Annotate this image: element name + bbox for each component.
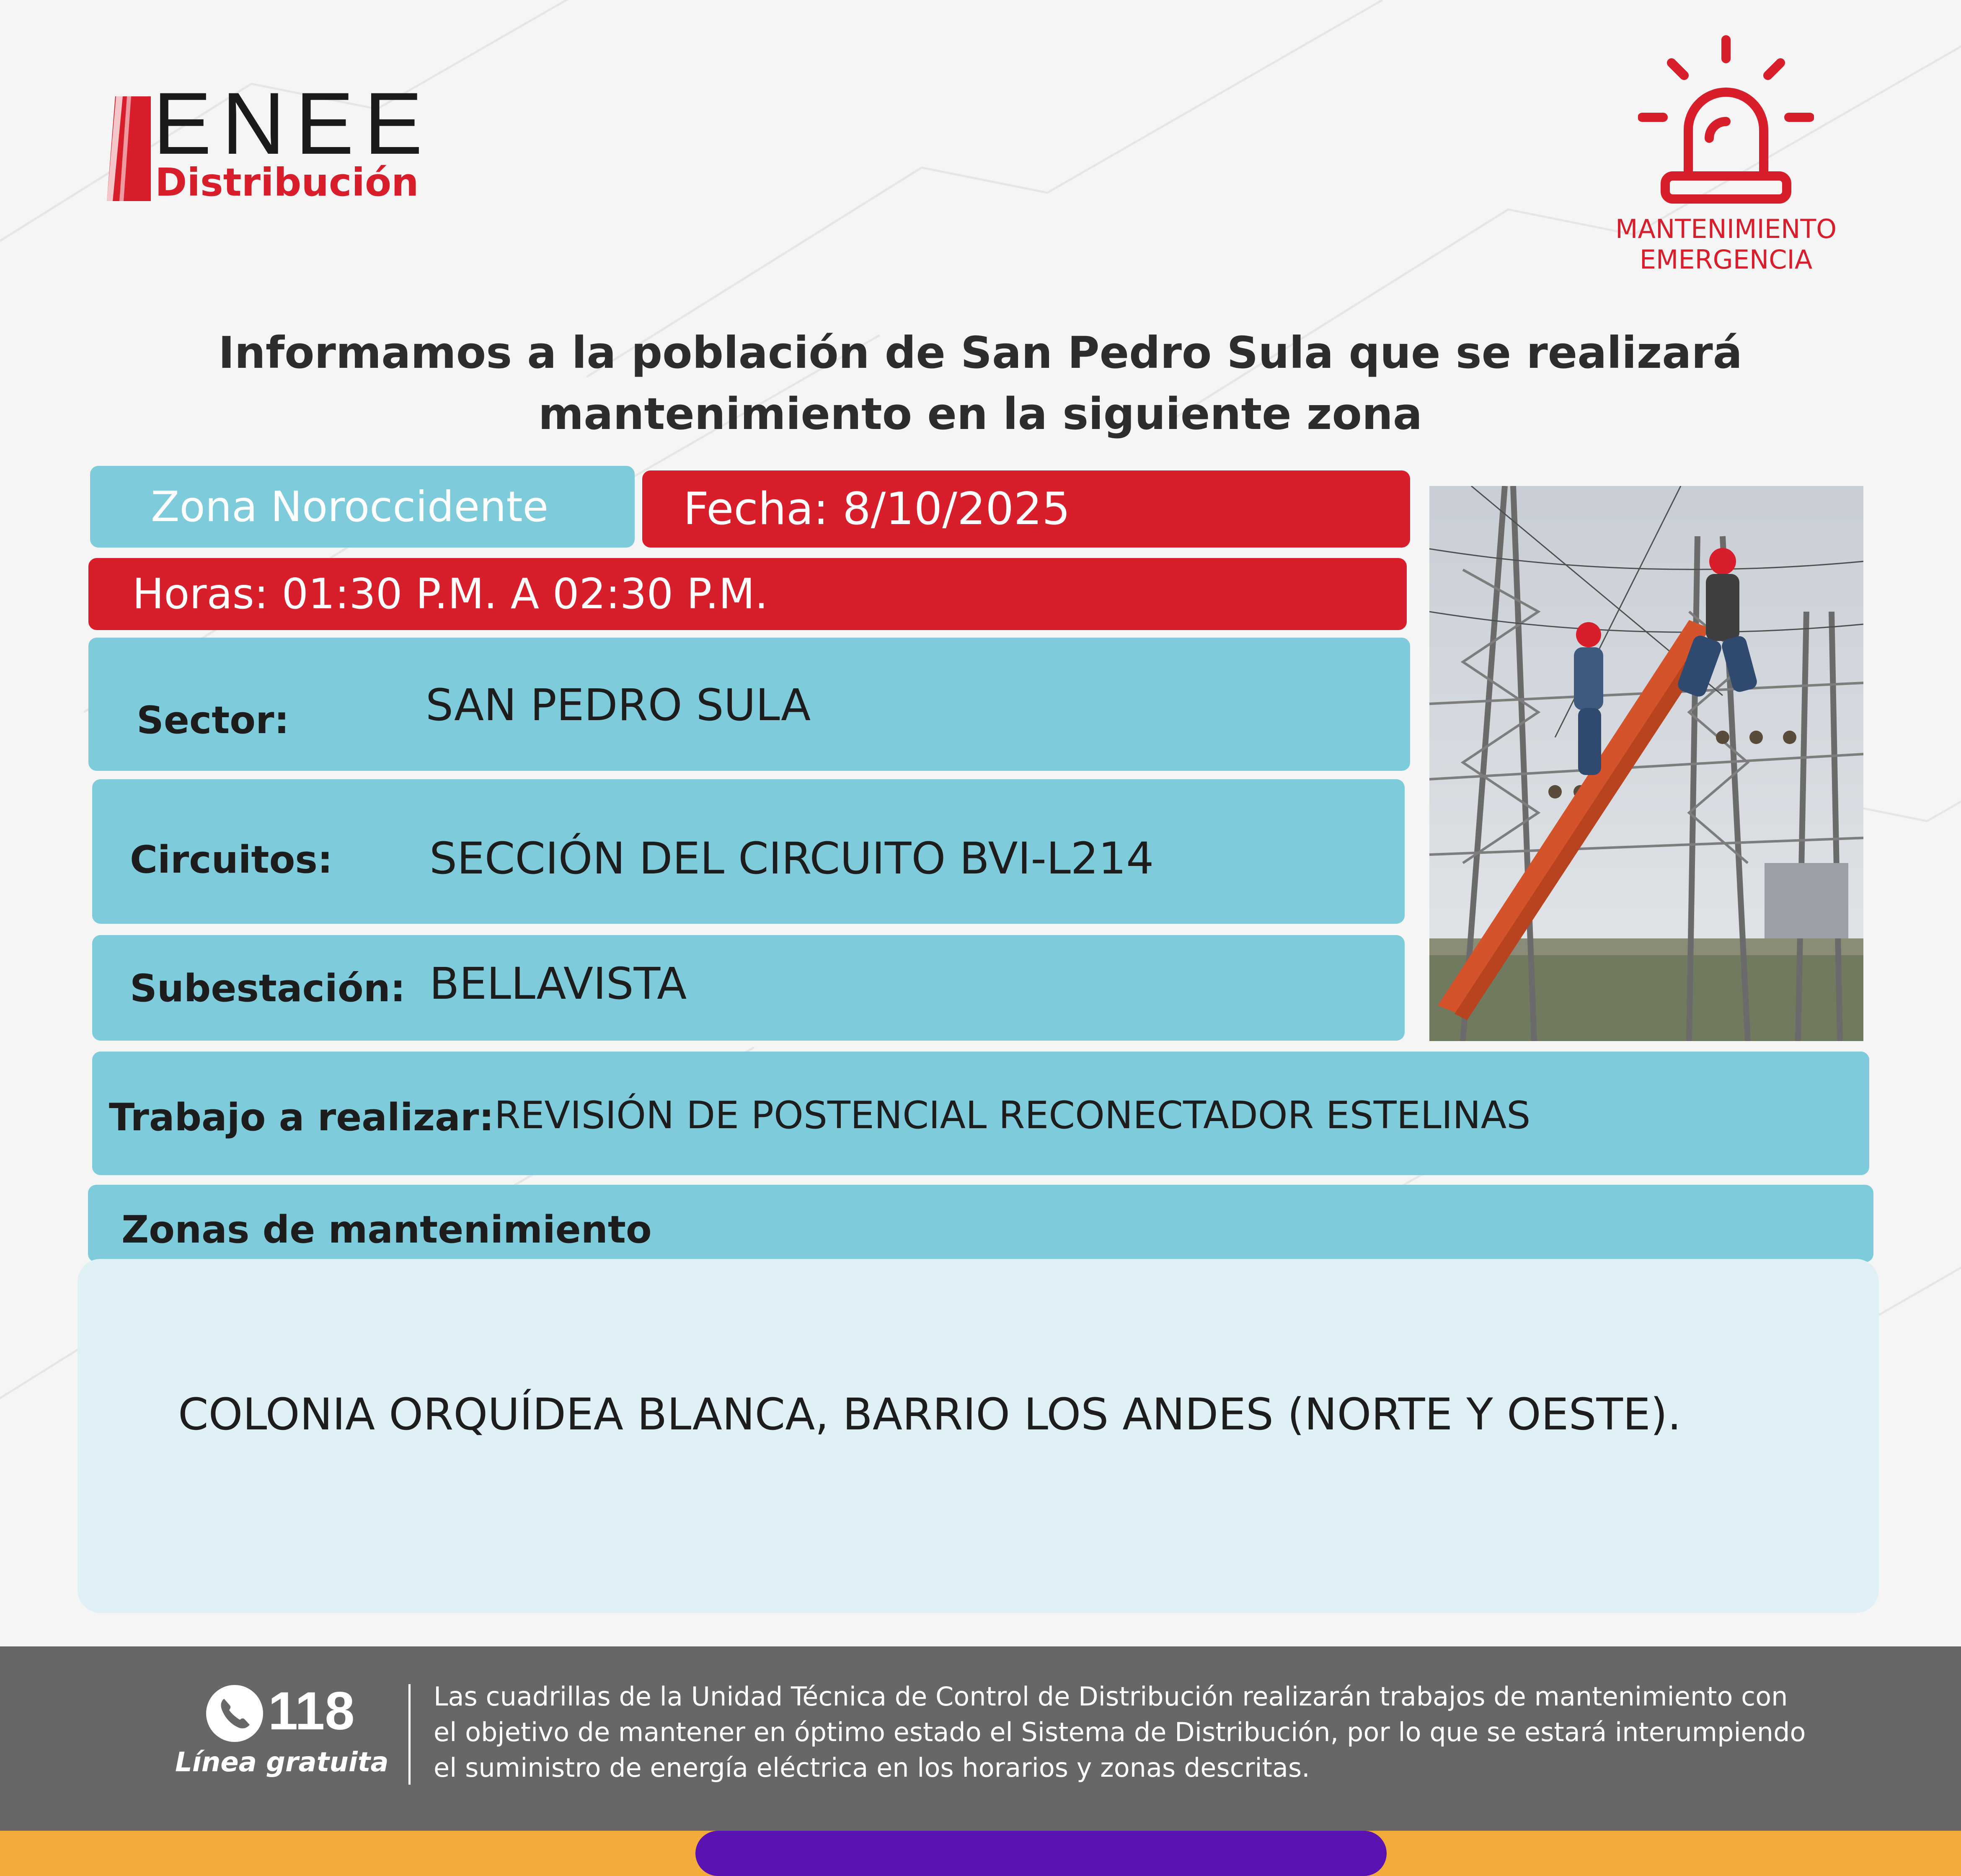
headline-line-1: Informamos a la población de San Pedro Sula que se realizará (218, 327, 1742, 378)
brand-name: ENEE (153, 74, 433, 173)
headline-line-2: mantenimiento en la siguiente zona (538, 388, 1423, 439)
trabajo-value: REVISIÓN DE POSTENCIAL RECONECTADOR ESTELINAS (494, 1093, 1531, 1137)
alarm-siren-icon (1638, 34, 1814, 209)
circuitos-row (92, 779, 1405, 924)
zonas-heading-bar (88, 1185, 1873, 1262)
zonas-list: COLONIA ORQUÍDEA BLANCA, BARRIO LOS ANDES (NORTE Y OESTE). (178, 1389, 1682, 1440)
zonas-heading: Zonas de mantenimiento (121, 1208, 652, 1252)
emergency-label: MANTENIMIENTO EMERGENCIA (1615, 214, 1837, 275)
enee-logo (107, 74, 484, 212)
hotline-label: Línea gratuita (175, 1747, 389, 1778)
sector-row (88, 638, 1410, 771)
sector-value: SAN PEDRO SULA (426, 680, 811, 731)
enee-logo-mark-icon (107, 96, 151, 201)
hotline-number[interactable]: 118 (268, 1681, 355, 1741)
substation-photo-illustration (1429, 486, 1863, 1041)
trabajo-row (92, 1052, 1869, 1175)
footer (0, 1646, 1961, 1831)
emergency-badge (1609, 34, 1843, 285)
horas-badge: Horas: 01:30 P.M. A 02:30 P.M. (88, 558, 1407, 630)
brand-subtitle: Distribución (155, 160, 419, 205)
zona-badge: Zona Noroccidente (90, 466, 635, 548)
bottom-stripe-purple (695, 1831, 1387, 1876)
subestacion-label: Subestación: (130, 966, 406, 1010)
circuitos-label: Circuitos: (130, 838, 333, 882)
footer-divider (408, 1684, 411, 1785)
substation-workers-photo (1429, 486, 1863, 1041)
subestacion-value: BELLAVISTA (429, 958, 687, 1009)
sector-label: Sector: (137, 698, 289, 742)
zonas-box (78, 1259, 1879, 1613)
subestacion-row (92, 935, 1405, 1041)
trabajo-label: Trabajo a realizar: (109, 1096, 494, 1140)
phone-icon (205, 1684, 264, 1743)
footer-note: Las cuadrillas de la Unidad Técnica de Control de Distribución realizarán trabajos de mantenimiento con el objetivo de mantener en óptimo estado el Sistema de Distribución, por lo que se estará interumpiendo el suministro de energía eléctrica en los horarios y zonas descritas. (434, 1681, 1806, 1783)
fecha-badge: Fecha: 8/10/2025 (642, 470, 1410, 548)
circuitos-value: SECCIÓN DEL CIRCUITO BVI-L214 (429, 833, 1154, 884)
page-headline (42, 323, 1919, 444)
